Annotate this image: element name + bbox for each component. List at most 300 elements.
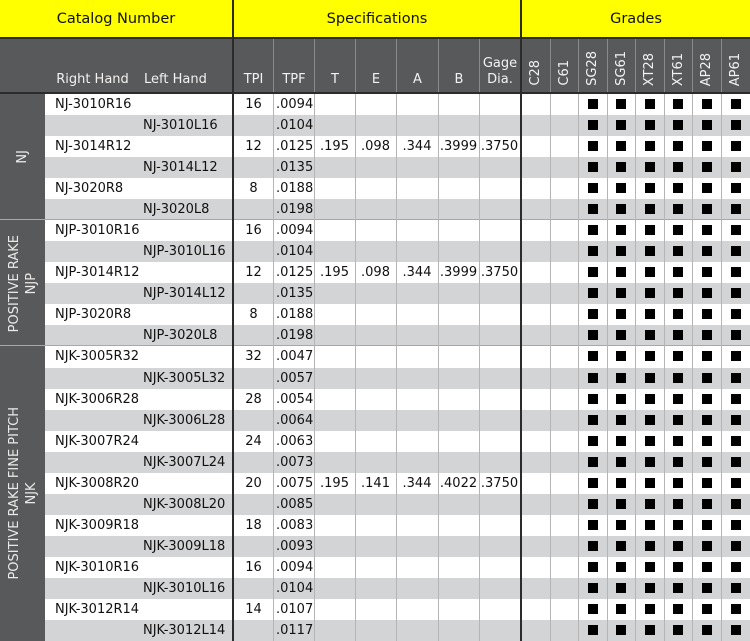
- filled-square-icon: [731, 246, 741, 256]
- column-header-grade-c28: [522, 39, 550, 92]
- spec-gage: [479, 157, 520, 178]
- spec-gage: [479, 178, 520, 199]
- spec-b: [438, 157, 479, 178]
- table-row: [45, 452, 750, 473]
- spec-tpi: 16: [245, 97, 262, 112]
- table-row: [45, 178, 750, 199]
- spec-b: [438, 515, 479, 536]
- filled-square-icon: [588, 204, 598, 214]
- filled-square-icon: [588, 309, 598, 319]
- filled-square-icon: [616, 604, 626, 614]
- grid-line: [635, 94, 636, 641]
- spec-gage: [479, 368, 520, 389]
- spec-tpi: 12: [245, 265, 262, 281]
- right-hand-part-number: NJK-3007R24: [55, 433, 140, 449]
- spec-t: .195: [320, 265, 349, 281]
- grid-line: [721, 94, 722, 641]
- grade-label: SG28: [585, 51, 600, 86]
- spec-tpi: [234, 410, 273, 431]
- filled-square-icon: [616, 246, 626, 256]
- grid-line: [396, 94, 397, 641]
- filled-square-icon: [616, 499, 626, 509]
- spec-t: [314, 220, 355, 241]
- left-hand-part-number: [140, 346, 232, 367]
- spec-tpi: [234, 452, 273, 473]
- filled-square-icon: [673, 625, 683, 635]
- filled-square-icon: [588, 330, 598, 340]
- spec-tpi: 16: [245, 223, 262, 239]
- spec-b: [438, 241, 479, 262]
- spec-t: [314, 494, 355, 515]
- filled-square-icon: [702, 415, 712, 425]
- spec-tpf: .0104: [276, 244, 314, 260]
- spec-tpf: .0094: [276, 97, 314, 112]
- filled-square-icon: [731, 394, 741, 404]
- filled-square-icon: [645, 457, 655, 467]
- column-header-left-hand: Left Hand: [144, 72, 207, 87]
- filled-square-icon: [616, 351, 626, 361]
- column-header-b: B: [438, 39, 479, 92]
- spec-gage: [479, 346, 520, 367]
- spec-b: [438, 304, 479, 325]
- spec-a: [396, 410, 438, 431]
- filled-square-icon: [673, 288, 683, 298]
- spec-gage: [479, 557, 520, 578]
- spec-tpi: 14: [245, 601, 262, 617]
- filled-square-icon: [673, 267, 683, 277]
- spec-t: [314, 157, 355, 178]
- table-row: [45, 304, 750, 325]
- column-header-grade-xt61: [664, 39, 692, 92]
- column-header-tpi: TPI: [243, 72, 264, 87]
- spec-b: [438, 199, 479, 220]
- spec-tpf: .0198: [276, 202, 314, 218]
- spec-tpi: [234, 368, 273, 389]
- filled-square-icon: [731, 162, 741, 172]
- filled-square-icon: [673, 204, 683, 214]
- filled-square-icon: [673, 415, 683, 425]
- table-row: [45, 262, 750, 283]
- section-divider: [520, 0, 522, 641]
- filled-square-icon: [702, 246, 712, 256]
- filled-square-icon: [645, 478, 655, 488]
- right-hand-part-number: [45, 157, 140, 178]
- filled-square-icon: [673, 541, 683, 551]
- spec-tpf: .0093: [276, 538, 314, 554]
- right-hand-part-number: [45, 325, 140, 346]
- filled-square-icon: [616, 141, 626, 151]
- filled-square-icon: [616, 288, 626, 298]
- right-hand-part-number: [45, 578, 140, 599]
- filled-square-icon: [588, 478, 598, 488]
- filled-square-icon: [616, 373, 626, 383]
- table-row: [45, 283, 750, 304]
- filled-square-icon: [673, 394, 683, 404]
- spec-b: [438, 557, 479, 578]
- spec-a: [396, 536, 438, 557]
- filled-square-icon: [616, 415, 626, 425]
- left-hand-part-number: NJK-3010L16: [143, 580, 226, 596]
- filled-square-icon: [645, 499, 655, 509]
- filled-square-icon: [616, 162, 626, 172]
- filled-square-icon: [702, 394, 712, 404]
- spec-a: [396, 220, 438, 241]
- filled-square-icon: [588, 457, 598, 467]
- spec-e: [355, 199, 396, 220]
- right-hand-part-number: NJP-3014R12: [55, 265, 140, 281]
- spec-tpf: .0107: [276, 601, 314, 617]
- spec-b: [438, 452, 479, 473]
- spec-e: [355, 178, 396, 199]
- column-header-gage-dia: [479, 39, 520, 92]
- spec-b: [438, 494, 479, 515]
- spec-gage: [479, 515, 520, 536]
- right-hand-part-number: NJ-3014R12: [55, 139, 132, 155]
- spec-gage: .3750: [480, 139, 519, 155]
- right-hand-part-number: NJK-3009R18: [55, 517, 140, 533]
- filled-square-icon: [731, 415, 741, 425]
- filled-square-icon: [731, 520, 741, 530]
- spec-b: [438, 325, 479, 346]
- filled-square-icon: [588, 120, 598, 130]
- left-hand-part-number: NJ-3020L8: [143, 202, 210, 218]
- filled-square-icon: [731, 436, 741, 446]
- spec-tpf: .0063: [276, 433, 314, 449]
- spec-tpi: 24: [245, 433, 262, 449]
- spec-tpf: .0125: [276, 139, 314, 155]
- filled-square-icon: [702, 562, 712, 572]
- spec-b: [438, 220, 479, 241]
- spec-gage: [479, 494, 520, 515]
- spec-a: [396, 115, 438, 136]
- spec-b: .3999: [439, 139, 478, 155]
- column-header-gage-line2: Dia.: [487, 72, 513, 87]
- spec-gage: [479, 304, 520, 325]
- spec-t: [314, 557, 355, 578]
- table-row: [45, 157, 750, 178]
- spec-b: .3999: [439, 265, 478, 281]
- group-label-text: [14, 150, 31, 164]
- right-hand-part-number: [45, 241, 140, 262]
- filled-square-icon: [588, 99, 598, 109]
- spec-e: [355, 346, 396, 367]
- filled-square-icon: [588, 499, 598, 509]
- table-row: [45, 599, 750, 620]
- grid-line: [479, 94, 480, 641]
- filled-square-icon: [673, 309, 683, 319]
- right-hand-part-number: [45, 115, 140, 136]
- spec-e: [355, 389, 396, 410]
- spec-b: [438, 620, 479, 641]
- filled-square-icon: [588, 141, 598, 151]
- filled-square-icon: [673, 141, 683, 151]
- filled-square-icon: [588, 415, 598, 425]
- spec-tpi: [234, 494, 273, 515]
- spec-gage: [479, 220, 520, 241]
- spec-t: [314, 304, 355, 325]
- filled-square-icon: [616, 625, 626, 635]
- grid-line: [607, 94, 608, 641]
- filled-square-icon: [673, 225, 683, 235]
- spec-t: [314, 389, 355, 410]
- spec-t: [314, 241, 355, 262]
- filled-square-icon: [731, 267, 741, 277]
- filled-square-icon: [616, 562, 626, 572]
- spec-a: [396, 557, 438, 578]
- right-hand-part-number: NJ-3010R16: [55, 97, 132, 112]
- group-label-0: [0, 94, 45, 220]
- filled-square-icon: [702, 583, 712, 593]
- group-label-text: [6, 407, 40, 580]
- spec-tpi: 12: [245, 139, 262, 155]
- spec-e: [355, 304, 396, 325]
- table-row: [45, 431, 750, 452]
- group-label-1: [0, 220, 45, 346]
- filled-square-icon: [645, 162, 655, 172]
- spec-b: [438, 410, 479, 431]
- left-hand-part-number: [140, 304, 232, 325]
- filled-square-icon: [702, 351, 712, 361]
- filled-square-icon: [616, 204, 626, 214]
- filled-square-icon: [645, 267, 655, 277]
- spec-e: [355, 494, 396, 515]
- spec-gage: [479, 536, 520, 557]
- filled-square-icon: [673, 457, 683, 467]
- spec-b: [438, 599, 479, 620]
- spec-b: [438, 94, 479, 115]
- spec-tpf: .0083: [276, 517, 314, 533]
- left-hand-part-number: [140, 389, 232, 410]
- table-row: [45, 346, 750, 367]
- spec-a: [396, 452, 438, 473]
- spec-tpf: .0125: [276, 265, 314, 281]
- filled-square-icon: [731, 288, 741, 298]
- filled-square-icon: [588, 562, 598, 572]
- filled-square-icon: [731, 373, 741, 383]
- spec-tpf: .0104: [276, 118, 314, 134]
- spec-tpf: .0094: [276, 223, 314, 239]
- spec-e: [355, 368, 396, 389]
- spec-a: .344: [402, 139, 432, 155]
- spec-t: .195: [320, 475, 349, 491]
- spec-a: [396, 304, 438, 325]
- filled-square-icon: [673, 604, 683, 614]
- filled-square-icon: [616, 183, 626, 193]
- spec-e: .141: [361, 475, 390, 491]
- spec-b: [438, 283, 479, 304]
- spec-gage: [479, 199, 520, 220]
- filled-square-icon: [588, 246, 598, 256]
- filled-square-icon: [616, 457, 626, 467]
- left-hand-part-number: [140, 431, 232, 452]
- spec-e: [355, 452, 396, 473]
- spec-e: [355, 515, 396, 536]
- table-row: [45, 389, 750, 410]
- filled-square-icon: [588, 625, 598, 635]
- left-hand-part-number: NJP-3014L12: [143, 286, 226, 302]
- filled-square-icon: [616, 267, 626, 277]
- filled-square-icon: [673, 583, 683, 593]
- filled-square-icon: [588, 583, 598, 593]
- filled-square-icon: [731, 562, 741, 572]
- spec-a: [396, 578, 438, 599]
- group-label-line1: POSITIVE RAKE FINE PITCH: [6, 407, 22, 580]
- filled-square-icon: [702, 141, 712, 151]
- filled-square-icon: [702, 225, 712, 235]
- filled-square-icon: [645, 246, 655, 256]
- filled-square-icon: [702, 288, 712, 298]
- filled-square-icon: [702, 120, 712, 130]
- table-row: [45, 136, 750, 157]
- spec-tpf: .0073: [276, 454, 314, 470]
- spec-e: [355, 431, 396, 452]
- spec-tpi: [234, 241, 273, 262]
- spec-tpf: .0057: [276, 370, 314, 386]
- filled-square-icon: [731, 204, 741, 214]
- spec-b: .4022: [439, 475, 478, 491]
- spec-t: [314, 346, 355, 367]
- filled-square-icon: [588, 162, 598, 172]
- filled-square-icon: [588, 373, 598, 383]
- filled-square-icon: [731, 478, 741, 488]
- grid-line: [273, 94, 274, 641]
- spec-gage: [479, 115, 520, 136]
- table-row: [45, 220, 750, 241]
- filled-square-icon: [645, 120, 655, 130]
- filled-square-icon: [731, 225, 741, 235]
- spec-tpf: .0094: [276, 559, 314, 575]
- right-hand-part-number: NJK-3005R32: [55, 349, 140, 365]
- spec-t: [314, 536, 355, 557]
- filled-square-icon: [702, 478, 712, 488]
- filled-square-icon: [673, 478, 683, 488]
- grid-line: [550, 94, 551, 641]
- grid-line: [355, 94, 356, 641]
- grid-line: [692, 94, 693, 641]
- grid-line: [314, 94, 315, 641]
- filled-square-icon: [616, 541, 626, 551]
- filled-square-icon: [588, 183, 598, 193]
- filled-square-icon: [645, 373, 655, 383]
- filled-square-icon: [616, 120, 626, 130]
- table-row: [45, 325, 750, 346]
- left-hand-part-number: [140, 599, 232, 620]
- left-hand-part-number: [140, 178, 232, 199]
- filled-square-icon: [588, 225, 598, 235]
- column-header-tpf: TPF: [273, 39, 314, 92]
- spec-a: [396, 241, 438, 262]
- filled-square-icon: [588, 288, 598, 298]
- spec-t: [314, 452, 355, 473]
- spec-tpf: .0188: [276, 181, 314, 197]
- spec-e: [355, 157, 396, 178]
- spec-t: [314, 578, 355, 599]
- spec-b: [438, 431, 479, 452]
- section-divider: [232, 0, 234, 641]
- spec-t: .195: [320, 139, 349, 155]
- spec-tpf: .0135: [276, 160, 314, 176]
- filled-square-icon: [731, 604, 741, 614]
- spec-a: [396, 494, 438, 515]
- left-hand-part-number: [140, 473, 232, 494]
- filled-square-icon: [731, 351, 741, 361]
- filled-square-icon: [645, 141, 655, 151]
- filled-square-icon: [645, 288, 655, 298]
- spec-a: [396, 620, 438, 641]
- filled-square-icon: [673, 351, 683, 361]
- right-hand-part-number: [45, 368, 140, 389]
- spec-b: [438, 368, 479, 389]
- filled-square-icon: [702, 267, 712, 277]
- grade-label: XT28: [642, 52, 657, 86]
- filled-square-icon: [673, 162, 683, 172]
- filled-square-icon: [673, 183, 683, 193]
- right-hand-part-number: [45, 410, 140, 431]
- spec-b: [438, 115, 479, 136]
- left-hand-part-number: [140, 220, 232, 241]
- spec-e: [355, 241, 396, 262]
- section-header-catalog-number: Catalog Number: [0, 0, 232, 37]
- filled-square-icon: [731, 141, 741, 151]
- table-row: [45, 494, 750, 515]
- table-row: [45, 620, 750, 641]
- table-row: [45, 557, 750, 578]
- filled-square-icon: [731, 120, 741, 130]
- spec-gage: [479, 620, 520, 641]
- spec-a: [396, 178, 438, 199]
- filled-square-icon: [673, 373, 683, 383]
- spec-tpf: .0135: [276, 286, 314, 302]
- spec-gage: [479, 94, 520, 115]
- filled-square-icon: [731, 309, 741, 319]
- table-row: [45, 199, 750, 220]
- spec-a: [396, 283, 438, 304]
- spec-a: [396, 346, 438, 367]
- spec-t: [314, 515, 355, 536]
- filled-square-icon: [702, 183, 712, 193]
- group-label-line2: NJP: [23, 272, 39, 295]
- spec-a: [396, 325, 438, 346]
- spec-e: .098: [361, 265, 390, 281]
- grid-line: [578, 94, 579, 641]
- filled-square-icon: [702, 520, 712, 530]
- spec-a: [396, 515, 438, 536]
- filled-square-icon: [616, 436, 626, 446]
- left-hand-part-number: NJK-3005L32: [143, 370, 226, 386]
- spec-t: [314, 620, 355, 641]
- column-header-grade-sg61: [607, 39, 635, 92]
- group-label-2: [0, 346, 45, 641]
- filled-square-icon: [731, 625, 741, 635]
- column-header-grade-ap61: [721, 39, 750, 92]
- spec-e: [355, 94, 396, 115]
- spec-t: [314, 599, 355, 620]
- spec-e: [355, 283, 396, 304]
- left-hand-part-number: NJ-3010L16: [143, 118, 218, 134]
- filled-square-icon: [731, 583, 741, 593]
- filled-square-icon: [673, 99, 683, 109]
- table-row: [45, 536, 750, 557]
- left-hand-part-number: NJK-3008L20: [143, 496, 226, 512]
- filled-square-icon: [702, 604, 712, 614]
- right-hand-part-number: [45, 494, 140, 515]
- column-header-row: [0, 37, 750, 94]
- right-hand-part-number: NJK-3010R16: [55, 559, 140, 575]
- group-label-line1: NJ: [15, 150, 30, 164]
- spec-tpi: [234, 325, 273, 346]
- group-label-text: [6, 235, 40, 332]
- left-hand-part-number: [140, 262, 232, 283]
